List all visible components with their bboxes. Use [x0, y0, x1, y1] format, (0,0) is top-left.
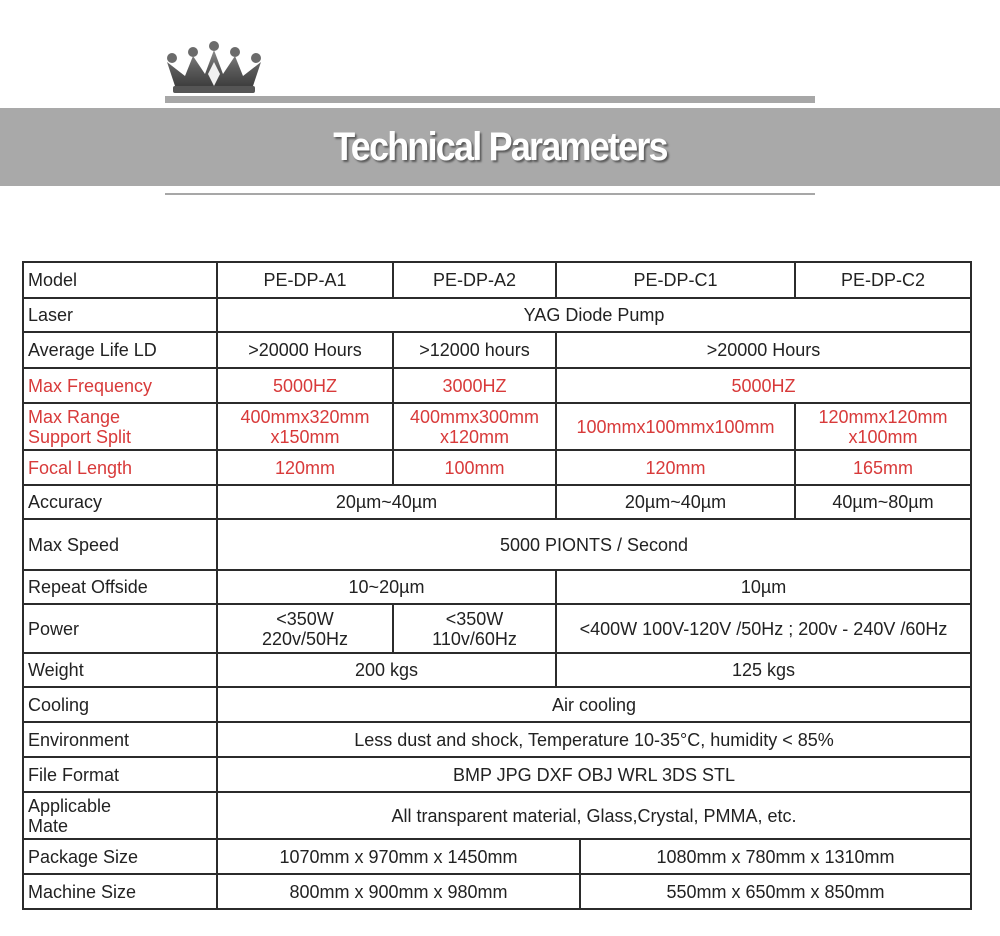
weight-a: 200 kgs — [217, 653, 556, 687]
row-label: Max Speed — [23, 519, 217, 570]
row-label: Model — [23, 262, 217, 298]
title-banner — [0, 108, 1000, 186]
max-range-c2-line1: 120mmx120mm — [818, 406, 948, 427]
accuracy-c2: 40µm~80µm — [795, 485, 971, 519]
power-a1-line1: <350W — [276, 608, 334, 629]
max-range-a1-line2: x150mm — [270, 426, 340, 447]
table-row-machine-size — [23, 874, 971, 909]
accuracy-c1: 20µm~40µm — [556, 485, 795, 519]
row-label — [23, 403, 217, 450]
row-label: File Format — [23, 757, 217, 792]
model-a2: PE-DP-A2 — [393, 262, 556, 298]
bottom-rule — [165, 193, 815, 195]
crown-icon — [163, 40, 265, 94]
power-a2-line1: <350W — [445, 608, 504, 629]
table-row-accuracy — [23, 485, 971, 519]
row-label — [23, 792, 217, 839]
max-frequency-a1: 5000HZ — [217, 368, 393, 403]
environment-value: Less dust and shock, Temperature 10-35°C, humidity < 85% — [217, 722, 971, 757]
power-a2 — [393, 604, 556, 653]
table-row-cooling — [23, 687, 971, 722]
page-title: Technical Parameters — [333, 125, 667, 169]
row-label: Power — [23, 604, 217, 653]
repeat-offside-a: 10~20µm — [217, 570, 556, 604]
focal-length-c1: 120mm — [556, 450, 795, 485]
row-label: Max Frequency — [23, 368, 217, 403]
model-a1: PE-DP-A1 — [217, 262, 393, 298]
applicable-label-1: Applicable — [28, 795, 112, 816]
max-range-a2-line1: 400mmx300mm — [409, 406, 540, 427]
max-range-c2-line2: x100mm — [848, 426, 918, 447]
table-row-package-size — [23, 839, 971, 874]
max-range-c1: 100mmx100mmx100mm — [556, 403, 795, 450]
power-a1 — [217, 604, 393, 653]
max-frequency-c: 5000HZ — [556, 368, 971, 403]
power-c: <400W 100V-120V /50Hz ; 200v - 240V /60Hz — [556, 604, 971, 653]
table-row-power — [23, 604, 971, 653]
max-frequency-a2: 3000HZ — [393, 368, 556, 403]
row-label: Focal Length — [23, 450, 217, 485]
table-row-focal-length — [23, 450, 971, 485]
average-life-a1: >20000 Hours — [217, 332, 393, 368]
spec-table — [22, 261, 972, 910]
model-c2: PE-DP-C2 — [795, 262, 971, 298]
focal-length-a1: 120mm — [217, 450, 393, 485]
repeat-offside-c: 10µm — [556, 570, 971, 604]
max-range-label-1: Max Range — [28, 406, 121, 427]
row-label: Cooling — [23, 687, 217, 722]
package-size-c: 1080mm x 780mm x 1310mm — [580, 839, 971, 874]
table-row-average-life — [23, 332, 971, 368]
table-row-weight — [23, 653, 971, 687]
focal-length-a2: 100mm — [393, 450, 556, 485]
table-row-max-frequency — [23, 368, 971, 403]
row-label: Weight — [23, 653, 217, 687]
focal-length-c2: 165mm — [795, 450, 971, 485]
row-label: Machine Size — [23, 874, 217, 909]
average-life-a2: >12000 hours — [393, 332, 556, 368]
row-label: Accuracy — [23, 485, 217, 519]
max-range-a2-line2: x120mm — [439, 426, 510, 447]
package-size-a: 1070mm x 970mm x 1450mm — [217, 839, 580, 874]
power-a1-line2: 220v/50Hz — [261, 628, 349, 649]
table-row-max-range — [23, 403, 971, 450]
row-label: Environment — [23, 722, 217, 757]
machine-size-c: 550mm x 650mm x 850mm — [580, 874, 971, 909]
table-row-model — [23, 262, 971, 298]
applicable-value: All transparent material, Glass,Crystal, PMMA, etc. — [217, 792, 971, 839]
max-range-a2 — [393, 403, 556, 450]
table-row-repeat-offside — [23, 570, 971, 604]
row-label: Laser — [23, 298, 217, 332]
accuracy-a: 20µm~40µm — [217, 485, 556, 519]
applicable-label-2: Mate — [28, 815, 69, 836]
machine-size-a: 800mm x 900mm x 980mm — [217, 874, 580, 909]
average-life-c: >20000 Hours — [556, 332, 971, 368]
max-range-c2 — [795, 403, 971, 450]
cooling-value: Air cooling — [217, 687, 971, 722]
file-format-value: BMP JPG DXF OBJ WRL 3DS STL — [217, 757, 971, 792]
laser-value: YAG Diode Pump — [217, 298, 971, 332]
top-rule — [165, 96, 815, 103]
row-label: Average Life LD — [23, 332, 217, 368]
model-c1: PE-DP-C1 — [556, 262, 795, 298]
table-row-applicable — [23, 792, 971, 839]
power-a2-line2: 110v/60Hz — [432, 628, 517, 649]
table-row-environment — [23, 722, 971, 757]
table-row-max-speed — [23, 519, 971, 570]
table-row-file-format — [23, 757, 971, 792]
weight-c: 125 kgs — [556, 653, 971, 687]
max-range-a1-line1: 400mmx320mm — [240, 406, 370, 427]
table-row-laser — [23, 298, 971, 332]
max-range-label-2: Support Split — [28, 426, 132, 447]
row-label: Package Size — [23, 839, 217, 874]
max-speed-value: 5000 PIONTS / Second — [217, 519, 971, 570]
max-range-a1 — [217, 403, 393, 450]
row-label: Repeat Offside — [23, 570, 217, 604]
